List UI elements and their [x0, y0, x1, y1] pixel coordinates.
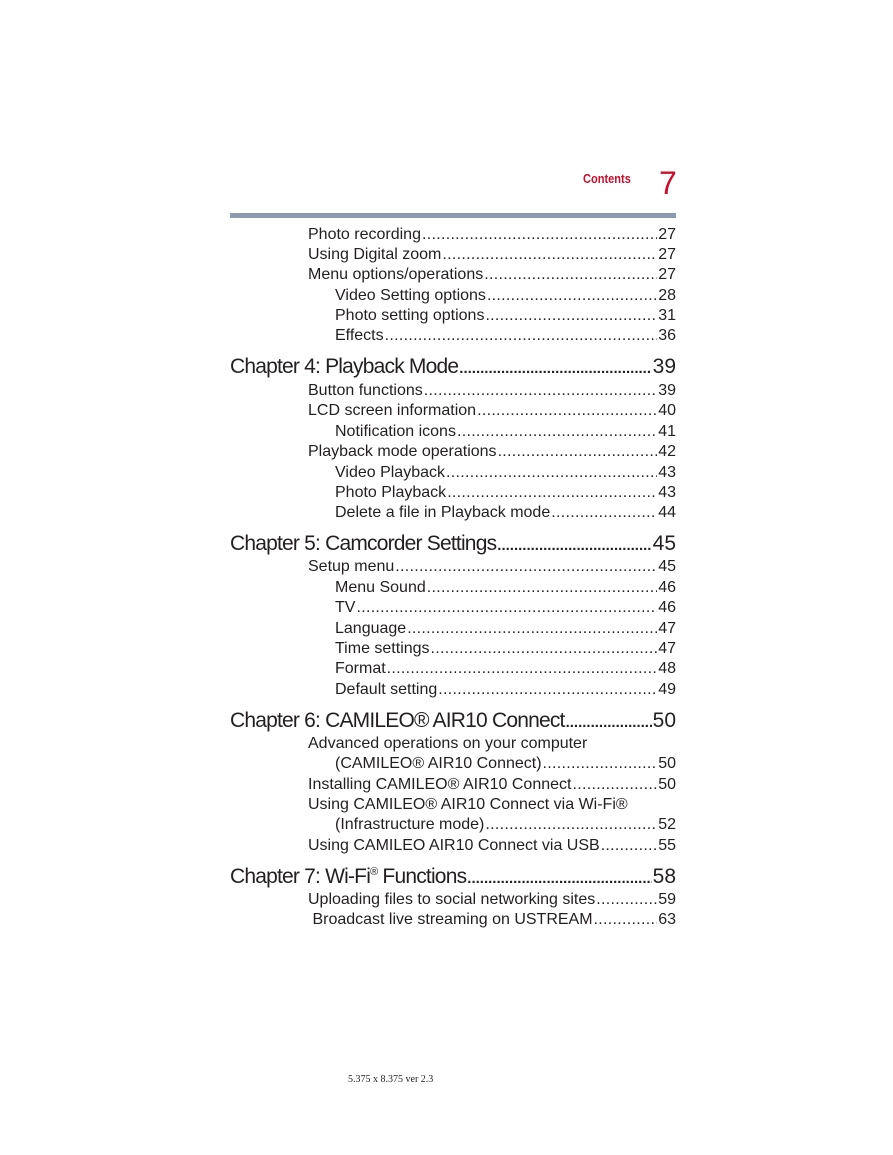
toc-chapter-6[interactable] — [230, 709, 676, 733]
toc-leader — [601, 836, 658, 856]
toc-entry-label: (Infrastructure mode) — [335, 816, 485, 833]
toc-entry-page: 28 — [658, 287, 676, 304]
toc-entry[interactable] — [335, 286, 676, 306]
running-header-title: Contents — [583, 171, 631, 186]
toc-entry-page: 27 — [658, 266, 676, 283]
toc-entry-label-line1: Advanced operations on your computer — [308, 735, 588, 752]
toc-entry-label: Broadcast live streaming on USTREAM — [308, 911, 593, 928]
toc-entry[interactable] — [335, 483, 676, 503]
toc-entry-page: 43 — [658, 464, 676, 481]
toc-leader — [395, 557, 657, 577]
toc-chapter-label: Chapter 5: Camcorder Settings — [230, 532, 497, 555]
toc-leader — [596, 890, 657, 910]
toc-entry-page: 49 — [658, 681, 676, 698]
toc-chapter-page: 50 — [652, 709, 676, 732]
toc-entry-page: 41 — [658, 423, 676, 440]
toc-chapter-7[interactable] — [230, 865, 676, 889]
toc-entry-page: 43 — [658, 484, 676, 501]
toc-entry[interactable] — [308, 775, 676, 795]
toc-entry-label: Effects — [335, 327, 384, 344]
toc-entry[interactable] — [335, 463, 676, 483]
toc-entry-page: 46 — [658, 599, 676, 616]
toc-leader — [442, 245, 657, 265]
toc-entry[interactable] — [308, 910, 676, 930]
toc-entry-label: Video Playback — [335, 464, 445, 481]
toc-chapter-label: Chapter 6: CAMILEO® AIR10 Connect — [230, 709, 565, 732]
toc-entry-label: Language — [335, 620, 407, 637]
toc-entry-label-line1: Using CAMILEO® AIR10 Connect via Wi-Fi® — [308, 796, 628, 813]
toc-entry-page: 27 — [658, 246, 676, 263]
toc-entry-page: 44 — [658, 504, 676, 521]
toc-leader — [385, 326, 658, 346]
toc-entry[interactable] — [335, 619, 676, 639]
toc-entry[interactable] — [335, 659, 676, 679]
toc-entry-label: Format — [335, 660, 386, 677]
toc-leader — [422, 225, 657, 245]
toc-entry[interactable] — [335, 503, 676, 523]
toc-entry-label: Time settings — [335, 640, 430, 657]
toc-leader — [424, 381, 657, 401]
page-footer: 5.375 x 8.375 ver 2.3 — [348, 1074, 434, 1085]
toc-entry-label: Using Digital zoom — [308, 246, 442, 263]
toc-entry[interactable] — [335, 326, 676, 346]
toc-leader — [447, 483, 657, 503]
toc-chapter-4[interactable] — [230, 355, 676, 379]
toc-entry-page: 47 — [658, 640, 676, 657]
toc-leader — [485, 306, 657, 326]
toc-entry-page: 52 — [658, 816, 676, 833]
toc-entry[interactable] — [335, 680, 676, 700]
toc-entry-label: Menu options/operations — [308, 266, 484, 283]
toc-entry[interactable] — [308, 401, 676, 421]
registered-mark: ® — [370, 866, 378, 878]
toc-leader — [457, 422, 657, 442]
toc-entry[interactable] — [308, 245, 676, 265]
toc-leader — [485, 815, 657, 835]
toc-entry-label: Setup menu — [308, 558, 395, 575]
toc-entry-label: Photo Playback — [335, 484, 447, 501]
toc-chapter-label-part: Functions — [377, 865, 467, 888]
toc-leader — [431, 639, 658, 659]
toc-chapter-5[interactable] — [230, 532, 676, 556]
toc-leader — [407, 619, 657, 639]
toc-entry-page: 27 — [658, 226, 676, 243]
toc-leader — [498, 442, 658, 462]
toc-entry-label: Video Setting options — [335, 287, 486, 304]
toc-entry-page: 39 — [658, 382, 676, 399]
toc-entry[interactable] — [308, 890, 676, 910]
toc-leader — [572, 775, 657, 795]
toc-entry-page: 63 — [658, 911, 676, 928]
toc-entry-page: 45 — [658, 558, 676, 575]
toc-entry[interactable] — [308, 381, 676, 401]
toc-chapter-label-part: Chapter 7: Wi-Fi — [230, 865, 371, 888]
toc-chapter-label: Chapter 4: Playback Mode — [230, 355, 459, 378]
toc-entry-label: Uploading files to social networking sites — [308, 891, 596, 908]
toc-chapter-label — [230, 865, 466, 889]
toc-leader — [543, 754, 658, 774]
toc-entry-label: Photo setting options — [335, 307, 485, 324]
header-rule — [230, 213, 676, 218]
toc-entry-page: 50 — [658, 776, 676, 793]
toc-entry-label: Using CAMILEO AIR10 Connect via USB — [308, 837, 600, 854]
toc-entry-label: Notification icons — [335, 423, 456, 440]
toc-entry-page: 40 — [658, 402, 676, 419]
toc-leader — [427, 578, 657, 598]
toc-leader — [438, 680, 657, 700]
toc-entry[interactable] — [335, 598, 676, 618]
toc-entry[interactable] — [308, 225, 676, 245]
toc-entry[interactable] — [335, 639, 676, 659]
page-number: 7 — [659, 165, 677, 201]
toc-leader — [566, 711, 652, 735]
toc-chapter-page: 58 — [652, 865, 676, 888]
toc-entry-label: Default setting — [335, 681, 438, 698]
toc-entry-label: Delete a file in Playback mode — [335, 504, 551, 521]
toc-entry-page: 50 — [658, 755, 676, 772]
toc-leader — [487, 286, 657, 306]
toc-leader — [446, 463, 657, 483]
toc-entry-page: 46 — [658, 579, 676, 596]
toc-entry-label: Installing CAMILEO® AIR10 Connect — [308, 776, 572, 793]
toc-entry-label: LCD screen information — [308, 402, 477, 419]
toc-entry-page: 31 — [658, 307, 676, 324]
toc-entry[interactable] — [308, 265, 676, 285]
toc-entry[interactable] — [335, 422, 676, 442]
toc-entry[interactable] — [335, 754, 676, 774]
toc-leader — [551, 503, 657, 523]
toc-chapter-page: 45 — [652, 532, 676, 555]
toc-entry[interactable] — [308, 557, 676, 577]
toc-entry-label: Playback mode operations — [308, 443, 497, 460]
toc-leader — [594, 910, 658, 930]
toc-entry-page: 42 — [658, 443, 676, 460]
toc-leader — [497, 534, 651, 558]
toc-leader — [467, 867, 651, 891]
toc-entry[interactable] — [335, 306, 676, 326]
toc-entry-label: Menu Sound — [335, 579, 426, 596]
toc-leader — [484, 265, 657, 285]
toc-leader — [477, 401, 657, 421]
toc-leader — [387, 659, 658, 679]
toc-entry-page: 55 — [658, 837, 676, 854]
toc-entry-label: (CAMILEO® AIR10 Connect) — [335, 755, 542, 772]
toc-chapter-page: 39 — [652, 355, 676, 378]
toc-entry-label: Button functions — [308, 382, 423, 399]
toc-entry[interactable] — [308, 442, 676, 462]
toc-leader — [459, 357, 651, 381]
toc-entry-page: 47 — [658, 620, 676, 637]
toc-entry-page: 59 — [658, 891, 676, 908]
toc-entry-label: Photo recording — [308, 226, 421, 243]
toc-entry-label: TV — [335, 599, 356, 616]
toc-entry[interactable] — [335, 578, 676, 598]
toc-entry-page: 36 — [658, 327, 676, 344]
toc-entry[interactable] — [308, 836, 676, 856]
toc-entry-page: 48 — [658, 660, 676, 677]
toc-entry[interactable] — [335, 815, 676, 835]
toc-leader — [356, 598, 657, 618]
